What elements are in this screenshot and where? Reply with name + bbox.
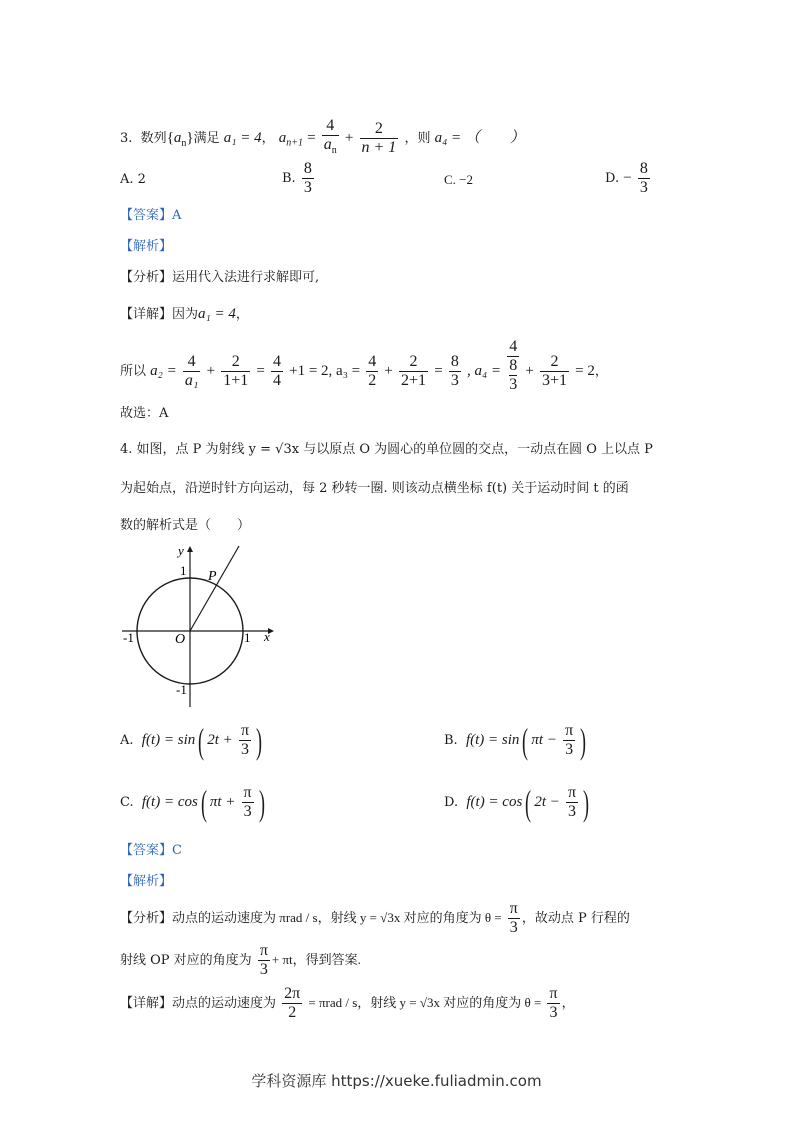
q3-frac-4-an: $\frac{4}{a_n}$	[323, 117, 337, 157]
figure-one-right: 1	[244, 630, 251, 645]
footer-watermark: 学科资源库 https://xueke.fuliadmin.com	[251, 1072, 542, 1090]
q3-option-c: C. −2	[444, 172, 474, 187]
figure-x-label: x	[264, 629, 270, 644]
q4-line-2: 为起始点，沿逆时针方向运动，每 2 秒转一圈. 则该动点横坐标 f(t) 关于运动时间 t 的函	[120, 481, 629, 496]
q3-jiexi: 【解析】	[120, 239, 173, 254]
q3-option-d: D. − $\frac{8}{3}$	[605, 160, 648, 196]
q3-stem: 3. 数列$\{a_n\}$满足 a₁ = 4， $a_{n+1}$ = $\frac{4}{a_n}$ + $\frac{2}{n + 1}$ ，则 a₄ = （ ）	[120, 117, 525, 160]
unit-circle-figure	[118, 542, 278, 712]
q3-xiangjie: 【详解】因为a₁ = 4，	[120, 306, 249, 322]
q4-option-d: D. f(t) = cos( 2t − $\frac{\pi}{3}$ )	[444, 782, 590, 823]
figure-neg-one-bottom: -1	[176, 682, 187, 697]
q3-frac-2-n1: $\frac{2}{n + 1}$	[361, 120, 397, 157]
q4-fenxi-line-1: 【分析】动点的运动速度为 πrad / s，射线 y = √3x 对应的角度为 θ = $\frac{\pi}{3}$ ，故动点 P 行程的	[120, 900, 630, 936]
q4-option-a: A. f(t) = sin( 2t + $\frac{\pi}{3}$ )	[120, 720, 263, 761]
q3-fenxi: 【分析】运用代入法进行求解即可,	[120, 270, 320, 285]
figure-y-label: y	[178, 543, 184, 558]
figure-neg-one-left: -1	[123, 630, 134, 645]
q3-guxuan: 故选：A	[120, 406, 169, 421]
q3-calc: 所以 a₂ = $\frac{4}{\text{a₁}}$ + $\frac{2}{1+1}$ = $\frac{4}{4}$ +1 = 2, a₃ = $\frac{4}{2}$ + $\frac{2}{2+1}$ = $\frac{8}{3}$ , a₄ = 4 8 3 + $\frac{2}{3+1}$ = 2，	[120, 338, 608, 393]
figure-one-top: 1	[180, 563, 187, 578]
q4-option-b: B. f(t) = sin( πt − $\frac{\pi}{3}$ )	[444, 720, 587, 761]
q4-answer: 【答案】C	[120, 843, 182, 858]
q4-xiangjie: 【详解】动点的运动速度为 $\frac{2\pi}{2}$ = πrad / s，射线 y = √3x 对应的角度为 θ = $\frac{\pi}{3}$ ，	[120, 985, 575, 1021]
q3-option-b: B. $\frac{8}{3}$	[282, 160, 312, 196]
figure-point-p: P	[208, 569, 217, 584]
q4-option-c: C. f(t) = cos( πt + $\frac{\pi}{3}$ )	[120, 782, 265, 823]
q4-line-1: 4. 如图，点 P 为射线 y = √3x 与以原点 O 为圆心的单位圆的交点，一动点在圆 O 上以点 P	[120, 442, 653, 457]
q3-option-a: A. 2	[120, 172, 146, 187]
figure-origin: O	[175, 632, 186, 647]
q4-line-3: 数的解析式是（ ）	[120, 518, 251, 533]
q4-jiexi: 【解析】	[120, 874, 173, 889]
q4-fenxi-line-2: 射线 OP 对应的角度为 $\frac{\pi}{3}$ + πt，得到答案.	[120, 942, 361, 978]
q3-answer: 【答案】A	[120, 208, 182, 223]
